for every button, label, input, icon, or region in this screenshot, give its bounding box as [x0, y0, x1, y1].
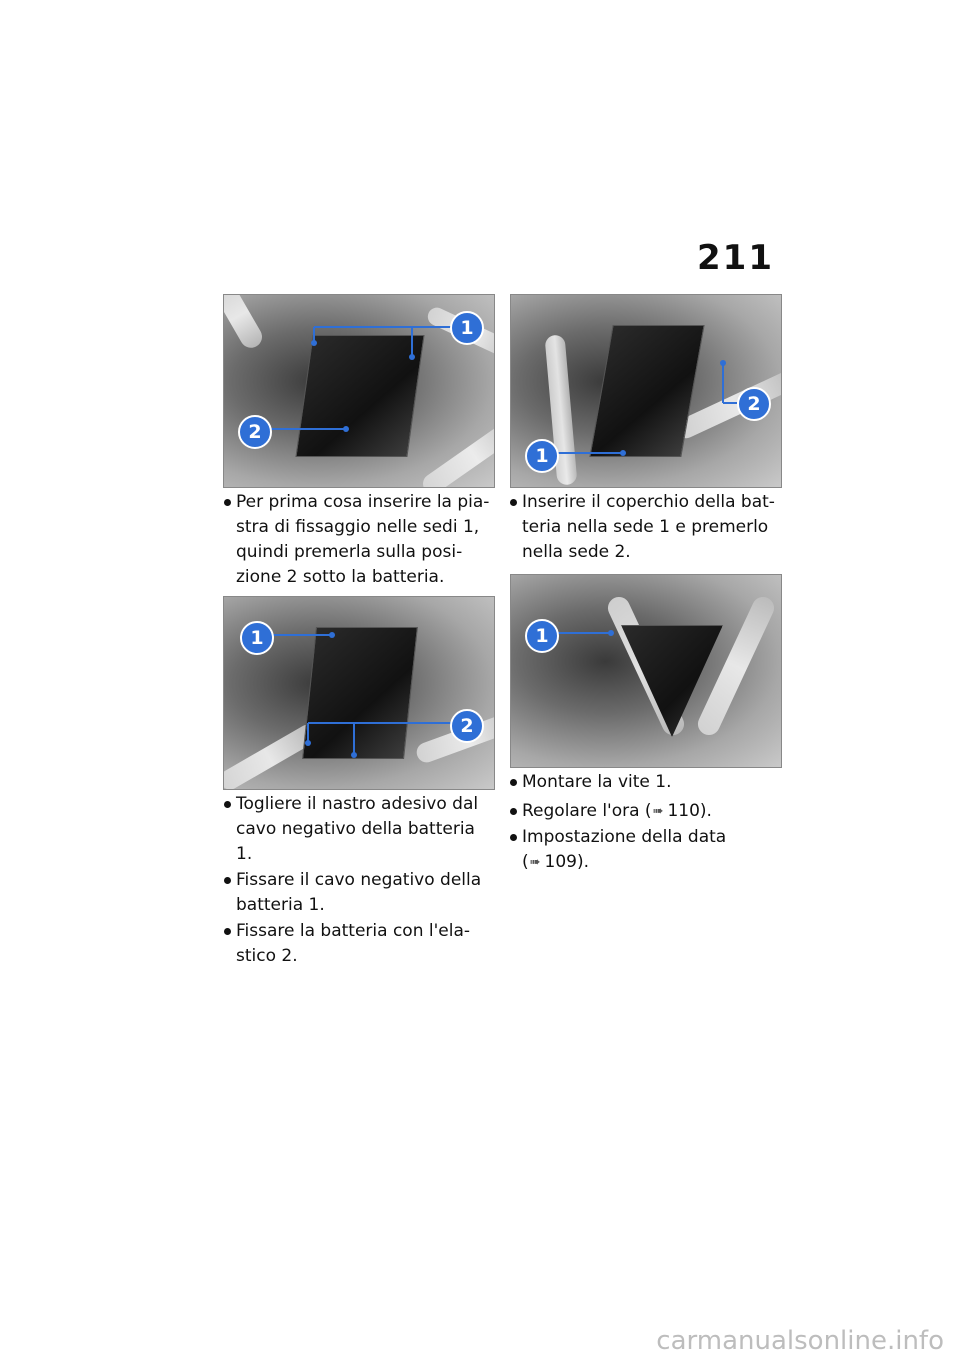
callout-1: 1 [240, 621, 274, 655]
callout-2: 2 [737, 387, 771, 421]
callout-lines [511, 575, 781, 767]
page-reference-arrow-icon: ➠ [652, 804, 664, 819]
page-reference-arrow-icon: ➠ [529, 855, 541, 870]
list-item: Togliere il nastro adesivo dal cavo negativo della batteria 1. [224, 792, 494, 867]
list-item: Fissare il cavo negativo della batteria 1. [224, 868, 494, 918]
figure-battery-plate [223, 294, 495, 488]
list-item: Montare la vite 1. [510, 770, 780, 795]
callout-2: 2 [450, 709, 484, 743]
figure-battery-cable [223, 596, 495, 790]
list-item: Per prima cosa inserire la pia- stra di fissaggio nelle sedi 1, quindi premerla sulla posi- zione 2 sotto la batteria. [224, 490, 494, 590]
watermark: carmanualsonline.info [656, 1326, 944, 1356]
callout-1: 1 [525, 439, 559, 473]
callout-2: 2 [238, 415, 272, 449]
instructions-step-4 [510, 770, 780, 876]
page-number: 211 [697, 238, 774, 278]
instructions-step-3 [510, 490, 780, 566]
list-item: Inserire il coperchio della bat- teria nella sede 1 e premerlo nella sede 2. [510, 490, 780, 565]
instructions-step-2 [224, 792, 494, 970]
instructions-step-1 [224, 490, 494, 591]
figure-battery-cover [510, 294, 782, 488]
callout-1: 1 [525, 619, 559, 653]
page-reference-link[interactable]: 109). [544, 852, 590, 872]
list-item: Regolare l'ora (➠ 110). [510, 799, 780, 824]
figure-screw [510, 574, 782, 768]
callout-1: 1 [450, 311, 484, 345]
list-item: Fissare la batteria con l'ela- stico 2. [224, 919, 494, 969]
page-reference-link[interactable]: 110). [667, 801, 712, 821]
list-item: Impostazione della data (➠ 109). [510, 825, 780, 875]
